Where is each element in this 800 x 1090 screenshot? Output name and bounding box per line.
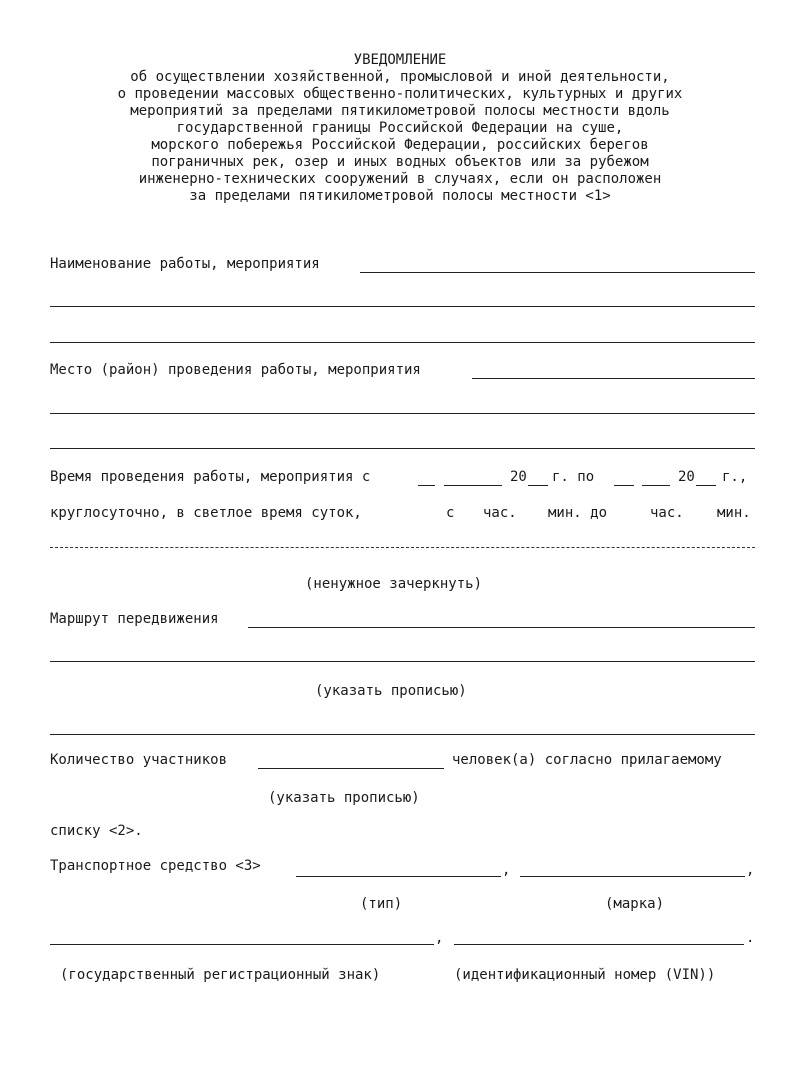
document-title: УВЕДОМЛЕНИЕ — [353, 52, 447, 68]
vehicle-brand-note: (марка) — [605, 896, 665, 912]
comma-mark: , — [502, 862, 511, 878]
day-from-field[interactable] — [418, 485, 435, 486]
header-line: морского побережья Российской Федерации, российских берегов — [151, 137, 649, 153]
document-header — [40, 52, 760, 205]
route-line-3[interactable] — [50, 734, 755, 735]
vehicle-reg-note: (государственный регистрационный знак) — [60, 967, 381, 983]
time-dashed-line[interactable] — [50, 547, 755, 548]
vehicle-reg-field[interactable] — [50, 944, 434, 945]
strike-unneeded-note: (ненужное зачеркнуть) — [305, 576, 483, 592]
comma-mark: , — [435, 930, 444, 946]
comma-mark: , — [746, 862, 755, 878]
minute-to-text: мин. — [717, 505, 751, 521]
vehicle-type-field[interactable] — [296, 876, 501, 877]
vehicle-type-note: (тип) — [360, 896, 403, 912]
header-line: за пределами пятикилометровой полосы местности <1> — [189, 188, 611, 204]
month-from-field[interactable] — [444, 485, 502, 486]
participants-note: (указать прописью) — [268, 790, 420, 806]
time-to-text: г. по — [552, 469, 595, 485]
header-line: пограничных рек, озер и иных водных объектов или за рубежом — [151, 154, 649, 170]
minute-from-text: мин. до — [548, 505, 608, 521]
work-name-label: Наименование работы, мероприятия — [50, 256, 320, 272]
work-name-line-3[interactable] — [50, 342, 755, 343]
participants-count-field[interactable] — [258, 768, 444, 769]
place-label: Место (район) проведения работы, мероприятия — [50, 362, 421, 378]
header-line: об осуществлении хозяйственной, промысловой и иной деятельности, — [130, 69, 670, 85]
place-line-2[interactable] — [50, 413, 755, 414]
year-suffix-to: г., — [722, 469, 748, 485]
time-label: Время проведения работы, мероприятия с — [50, 469, 371, 485]
time-from-text: с — [446, 505, 455, 521]
vehicle-brand-field[interactable] — [520, 876, 745, 877]
year-from-field[interactable] — [528, 485, 548, 486]
work-name-line-2[interactable] — [50, 306, 755, 307]
year-prefix-from: 20 — [510, 469, 527, 485]
vehicle-label: Транспортное средство <3> — [50, 858, 261, 874]
participants-list-text: списку <2>. — [50, 823, 143, 839]
vehicle-vin-field[interactable] — [454, 944, 744, 945]
day-to-field[interactable] — [614, 485, 634, 486]
year-prefix-to: 20 — [678, 469, 695, 485]
time-mode-text: круглосуточно, в светлое время суток, — [50, 505, 362, 521]
route-label: Маршрут передвижения — [50, 611, 219, 627]
place-line-3[interactable] — [50, 448, 755, 449]
year-to-field[interactable] — [696, 485, 716, 486]
route-line[interactable] — [248, 627, 755, 628]
header-line: о проведении массовых общественно-политических, культурных и других — [117, 86, 683, 102]
month-to-field[interactable] — [642, 485, 670, 486]
route-note: (указать прописью) — [315, 683, 467, 699]
period-mark: . — [746, 930, 755, 946]
participants-label: Количество участников — [50, 752, 228, 768]
hour-to-text: час. — [650, 505, 684, 521]
header-line: инженерно-технических сооружений в случаях, если он расположен — [138, 171, 662, 187]
vehicle-vin-note: (идентификационный номер (VIN)) — [454, 967, 716, 983]
route-line-2[interactable] — [50, 661, 755, 662]
participants-suffix: человек(а) согласно прилагаемому — [452, 752, 722, 768]
hour-from-text: час. — [483, 505, 517, 521]
header-line: государственной границы Российской Федерации на суше, — [176, 120, 624, 136]
place-line[interactable] — [472, 378, 755, 379]
work-name-line[interactable] — [360, 272, 755, 273]
header-line: мероприятий за пределами пятикилометровой полосы местности вдоль — [130, 103, 670, 119]
